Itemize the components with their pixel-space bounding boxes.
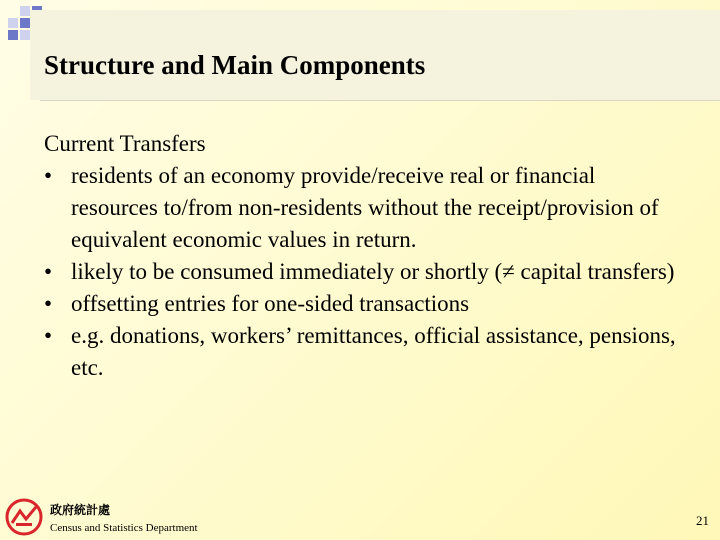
bullet-item xyxy=(44,320,684,384)
section-heading: Current Transfers xyxy=(44,131,206,156)
bullet-dot: • xyxy=(44,163,53,188)
page-number: 21 xyxy=(696,513,709,528)
bullet-text: offsetting entries for one-sided transactions xyxy=(71,291,470,316)
department-name-english: Census and Statistics Department xyxy=(50,522,198,534)
title-divider xyxy=(40,100,720,101)
csd-logo-icon xyxy=(4,497,44,537)
bullet-dot: • xyxy=(44,259,53,284)
bullet-dot: • xyxy=(44,291,53,316)
bullet-dot: • xyxy=(44,323,53,348)
department-name-chinese: 政府統計處 xyxy=(50,503,111,517)
bullet-text: residents of an economy provide/receive real or financial resources to/from non-residents without the receipt/provision of equivalent economic values in return. xyxy=(71,163,659,252)
slide-body xyxy=(44,128,684,384)
bullet-text: likely to be consumed immediately or shortly (≠ capital transfers) xyxy=(71,259,675,284)
bullet-item xyxy=(44,256,684,288)
bullet-item xyxy=(44,160,684,256)
bullet-text: e.g. donations, workers’ remittances, official assistance, pensions, etc. xyxy=(71,323,676,380)
bullet-item xyxy=(44,288,684,320)
bullet-list xyxy=(44,160,684,384)
slide-title: Structure and Main Components xyxy=(44,50,426,80)
